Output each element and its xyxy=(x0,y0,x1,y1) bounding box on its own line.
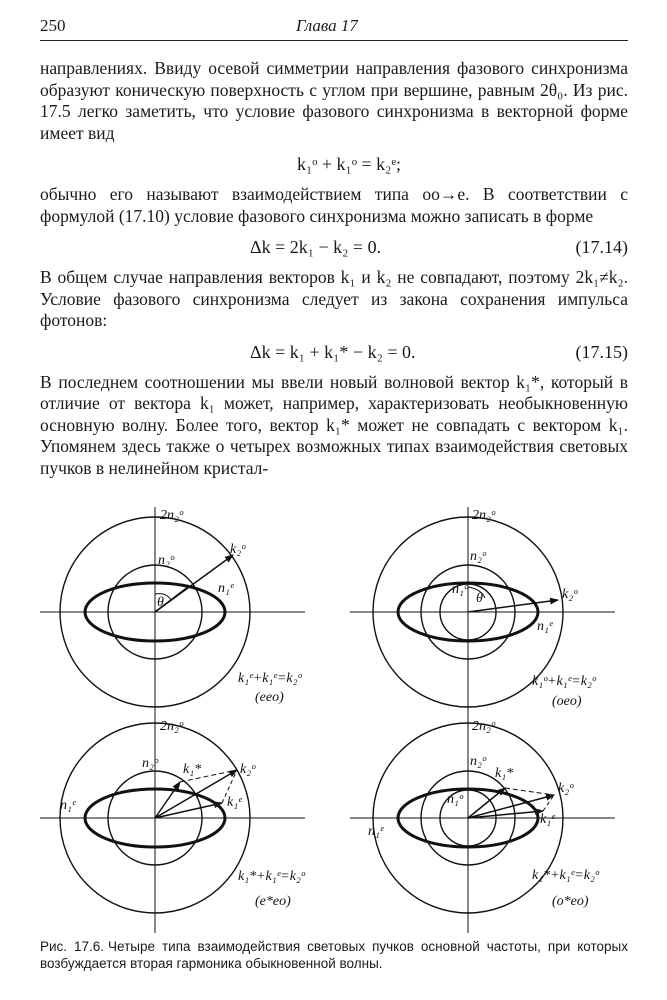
panel-2-relation: k₁ᵒ+k₁ᵉ=k₂ᵒ xyxy=(532,674,596,689)
panel-4-label-n1e: n₁ᵉ xyxy=(368,824,384,839)
page-header xyxy=(40,14,628,41)
equation-17-14 xyxy=(40,227,628,267)
panel-3-label-k1star: k₁* xyxy=(183,762,202,777)
panel-3-label-n1: n₁ᵉ xyxy=(60,798,76,813)
panel-4-type: (o*eo) xyxy=(552,894,589,909)
panel-2-labels xyxy=(452,508,597,709)
panel-1-type: (eeo) xyxy=(255,690,284,705)
equation-17-15 xyxy=(40,332,628,372)
panel-3-vector-k1 xyxy=(155,803,222,818)
paragraph-3: В общем случае направления векторов k₁ и k₂ не совпадают, поэтому 2k₁≠k₂. Условие фазового синхронизма следует из закона сохранения импульса фотонов: xyxy=(40,267,628,330)
panel-1-label-k2: k₂ᵒ xyxy=(230,542,246,557)
panel-4-relation: k₁*+k₁ᵉ=k₂ᵒ xyxy=(532,868,599,883)
panel-3-label-2n2: 2n₂ᵒ xyxy=(160,719,183,734)
panel-3-vector-k2 xyxy=(155,770,237,818)
equation-17-15-formula: Δk = k₁ + k₁* − k₂ = 0. xyxy=(250,341,416,362)
panel-1-relation: k₁ᵉ+k₁ᵉ=k₂ᵒ xyxy=(238,671,302,686)
panel-4-label-n1o: n₁ᵒ xyxy=(447,792,463,807)
panel-2-label-n1e: n₁ᵉ xyxy=(537,619,553,634)
figure-diagram xyxy=(40,505,628,935)
figure-caption-label: Рис. 17.6. xyxy=(40,939,105,954)
figure-17-6 xyxy=(40,505,628,935)
panel-4-label-k1: k₁ᵉ xyxy=(540,812,555,827)
panel-2-label-theta: θ xyxy=(476,591,483,606)
equation-1 xyxy=(40,144,628,184)
panel-4-label-k2: k₂ᵒ xyxy=(558,781,574,796)
panel-3-labels xyxy=(60,719,306,909)
panel-3-label-k1: k₁ᵉ xyxy=(227,795,242,810)
panel-4-label-n2: n₂ᵒ xyxy=(470,754,486,769)
panel-1-labels xyxy=(157,508,302,705)
paragraph-1: направлениях. Ввиду осевой симметрии направления фазового синхронизма образуют коническую поверхность с углом при вершине, равным 2θ₀. Из рис. 17.5 легко заметить, что условие фазового синхронизма в векторной форме имеет вид xyxy=(40,58,628,143)
panel-3-label-n2: n₂ᵒ xyxy=(142,756,158,771)
chapter-title: Глава 17 xyxy=(296,16,358,35)
panel-3-relation: k₁*+k₁ᵉ=k₂ᵒ xyxy=(238,869,305,884)
panel-3-label-k2: k₂ᵒ xyxy=(240,762,256,777)
equation-17-15-number: (17.15) xyxy=(575,341,628,362)
figure-caption xyxy=(40,938,628,972)
panel-4-dashed-1 xyxy=(505,788,554,795)
figure-caption-text: Четыре типа взаимодействия световых пучков основной частоты, при которых возбуждается вторая гармоника обыкновенной волны. xyxy=(40,939,628,971)
panel-1-label-2n2: 2n₂ᵒ xyxy=(160,508,183,523)
panel-4-label-2n2: 2n₂ᵒ xyxy=(472,719,495,734)
panel-2-label-k2: k₂ᵒ xyxy=(562,587,578,602)
equation-17-14-formula: Δk = 2k₁ − k₂ = 0. xyxy=(250,237,382,257)
panel-1-label-theta: θ xyxy=(157,595,164,610)
paragraph-2: обычно его называют взаимодействием типа oo→e. В соответствии с формулой (17.10) условие фазового синхронизма можно записать в форме xyxy=(40,184,628,226)
body-text xyxy=(40,58,628,479)
panel-2-label-2n2: 2n₂ᵒ xyxy=(472,508,495,523)
panel-1-label-n1: n₁ᵉ xyxy=(218,581,234,596)
panel-1-label-n2: n₂ᵒ xyxy=(158,553,174,568)
page-number: 250 xyxy=(40,16,66,35)
panel-4-label-k1star: k₁* xyxy=(495,766,514,781)
equation-1-formula: k₁ᵒ + k₁ᵒ = k₂ᵉ; xyxy=(296,154,402,174)
panel-2-label-n2: n₂ᵒ xyxy=(470,549,486,564)
panel-3-type: (e*eo) xyxy=(255,894,291,909)
equation-17-14-number: (17.14) xyxy=(575,237,628,257)
panel-2-label-n1o: n₁ᵒ xyxy=(452,582,468,597)
panel-2-type: (oeo) xyxy=(552,694,582,709)
paragraph-4: В последнем соотношении мы ввели новый волновой вектор k₁*, который в отличие от вектора k₁ может, например, характеризовать необыкновенную основную волну. Более того, вектор k₁* может не совпадать с вектором k₁. Упомянем здесь также о четырех возможных типах взаимодействия световых пучков в нелинейном кристал- xyxy=(40,371,628,478)
